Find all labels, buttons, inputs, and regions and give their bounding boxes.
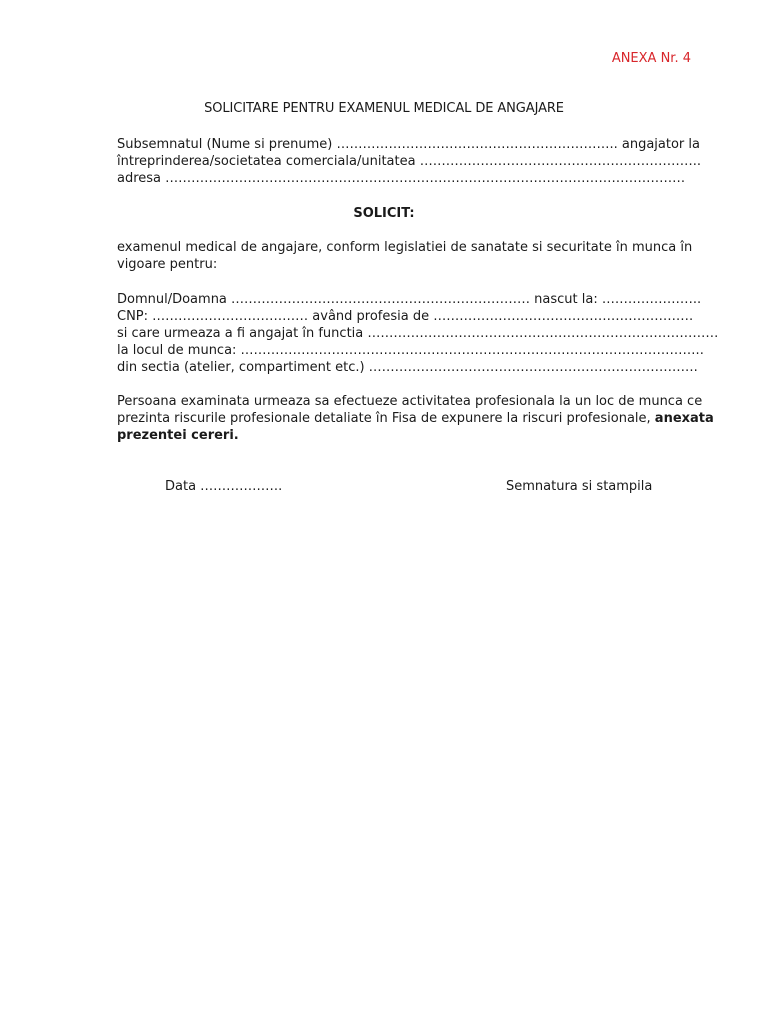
exposure-line-2 bbox=[117, 410, 714, 427]
intro-line-company: întreprinderea/societatea comerciala/unitatea ……………………………………………………….. bbox=[117, 154, 701, 169]
exposure-line-1: Persoana examinata urmeaza sa efectueze activitatea profesionala la un loc de munca ce bbox=[117, 394, 703, 409]
intro-paragraph bbox=[117, 136, 701, 187]
person-name-line: Domnul/Doamna …………………………………………………………… nascut la: ………………….. bbox=[117, 292, 702, 307]
exposure-paragraph bbox=[117, 393, 714, 444]
person-cnp-line: CNP: ……………………………… având profesia de …………………………………………………… bbox=[117, 309, 694, 324]
exposure-line-3: prezentei cereri. bbox=[117, 428, 239, 443]
intro-line-address: adresa ………………………………………………………………………………………………………… bbox=[117, 171, 686, 186]
document-title: SOLICITARE PENTRU EXAMENUL MEDICAL DE ANGAJARE bbox=[204, 101, 564, 116]
signature-field: Semnatura si stampila bbox=[506, 479, 653, 494]
person-workplace-line: la locul de munca: …………………………………………………………………………………………….. bbox=[117, 343, 704, 358]
request-line-2: vigoare pentru: bbox=[117, 257, 218, 272]
person-function-line: si care urmeaza a fi angajat în functia ……………………………………………………………………… bbox=[117, 326, 719, 341]
intro-line-name: Subsemnatul (Nume si prenume) ……………………………………………………….. angajator la bbox=[117, 137, 700, 152]
request-paragraph bbox=[117, 239, 692, 273]
request-line-1: examenul medical de angajare, conform legislatiei de sanatate si securitate în munca în bbox=[117, 240, 693, 255]
annex-number: ANEXA Nr. 4 bbox=[611, 51, 691, 66]
date-field: Data ………………. bbox=[165, 479, 283, 494]
person-details bbox=[117, 291, 719, 376]
solicit-heading: SOLICIT: bbox=[353, 206, 415, 221]
person-section-line: din sectia (atelier, compartiment etc.) …………………………………………………………………. bbox=[117, 360, 698, 375]
exposure-line-2-bold: anexata bbox=[654, 411, 714, 426]
exposure-line-2-text: prezinta riscurile profesionale detaliate în Fisa de expunere la riscuri profesionale, bbox=[117, 411, 655, 426]
